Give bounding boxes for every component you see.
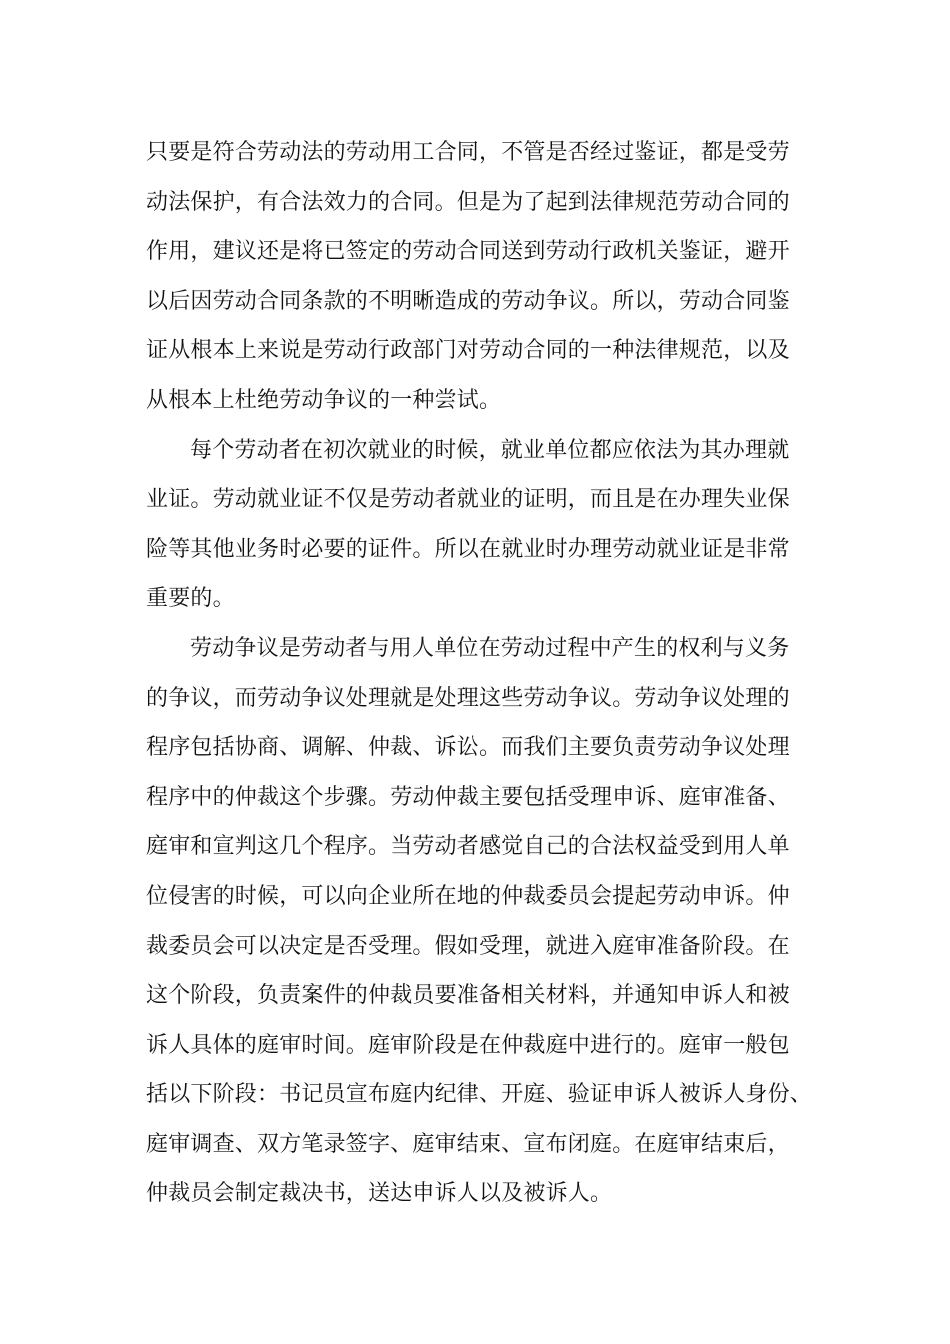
paragraph-line: 作用，建议还是将已签定的劳动合同送到劳动行政机关鉴证，避开	[146, 239, 790, 265]
paragraph-line: 只要是符合劳动法的劳动用工合同，不管是否经过鉴证，都是受劳	[146, 140, 790, 165]
paragraph-3	[146, 624, 836, 1219]
paragraph-2	[146, 426, 836, 624]
paragraph-line: 庭审和宣判这几个程序。当劳动者感觉自己的合法权益受到用人单	[146, 834, 790, 860]
paragraph-line: 动法保护，有合法效力的合同。但是为了起到法律规范劳动合同的	[146, 189, 790, 215]
paragraph-line: 重要的。	[146, 586, 235, 612]
paragraph-line: 劳动争议是劳动者与用人单位在劳动过程中产生的权利与义务	[190, 635, 790, 661]
document-body	[146, 128, 836, 1219]
paragraph-line: 这个阶段，负责案件的仲裁员要准备相关材料，并通知申诉人和被	[146, 983, 790, 1009]
paragraph-line: 诉人具体的庭审时间。庭审阶段是在仲裁庭中进行的。庭审一般包	[146, 1032, 790, 1058]
paragraph-line: 业证。劳动就业证不仅是劳动者就业的证明，而且是在办理失业保	[146, 487, 790, 513]
paragraph-line: 程序包括协商、调解、仲裁、诉讼。而我们主要负责劳动争议处理	[146, 735, 790, 761]
paragraph-line: 每个劳动者在初次就业的时候，就业单位都应依法为其办理就	[190, 437, 790, 463]
paragraph-line: 位侵害的时候，可以向企业所在地的仲裁委员会提起劳动申诉。仲	[146, 883, 790, 909]
paragraph-line: 程序中的仲裁这个步骤。劳动仲裁主要包括受理申诉、庭审准备、	[146, 784, 790, 810]
paragraph-line: 裁委员会可以决定是否受理。假如受理，就进入庭审准备阶段。在	[146, 933, 790, 959]
paragraph-line: 仲裁员会制定裁决书，送达申诉人以及被诉人。	[146, 1181, 613, 1207]
paragraph-line: 的争议，而劳动争议处理就是处理这些劳动争议。劳动争议处理的	[146, 685, 790, 711]
paragraph-1	[146, 128, 836, 426]
paragraph-line: 庭审调查、双方笔录签字、庭审结束、宣布闭庭。在庭审结束后，	[146, 1131, 790, 1157]
paragraph-line: 证从根本上来说是劳动行政部门对劳动合同的一种法律规范，以及	[146, 338, 790, 364]
paragraph-line: 险等其他业务时必要的证件。所以在就业时办理劳动就业证是非常	[146, 536, 790, 562]
paragraph-line: 以后因劳动合同条款的不明晰造成的劳动争议。所以，劳动合同鉴	[146, 288, 790, 314]
paragraph-line: 从根本上杜绝劳动争议的一种尝试。	[146, 387, 502, 413]
paragraph-line: 括以下阶段：书记员宣布庭内纪律、开庭、验证申诉人被诉人身份、	[146, 1082, 813, 1108]
